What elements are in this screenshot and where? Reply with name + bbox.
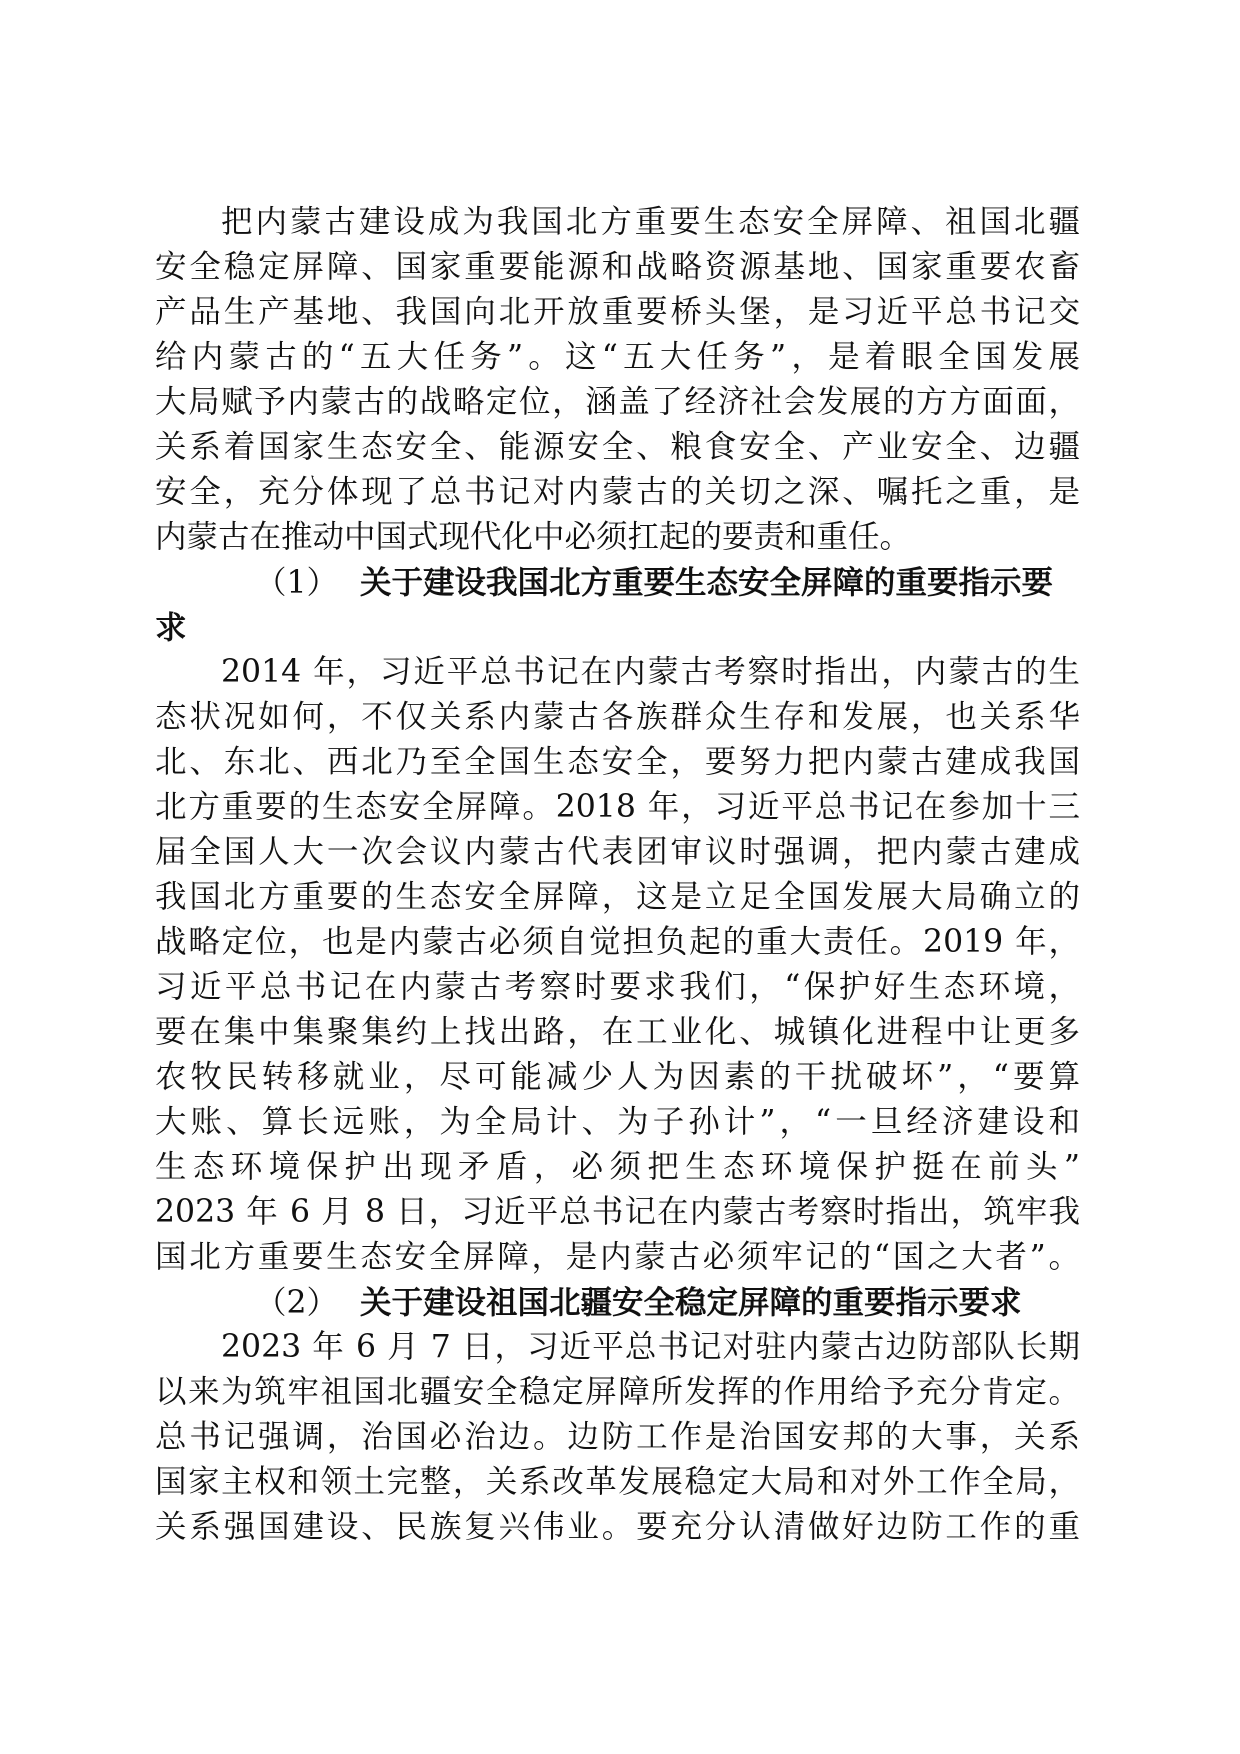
text-line: 生态环境保护出现矛盾，必须把生态环境保护挺在前头” bbox=[155, 1149, 1080, 1185]
heading-line: 求 bbox=[155, 609, 187, 646]
text-line: 届全国人大一次会议内蒙古代表团审议时强调，把内蒙古建成 bbox=[155, 834, 1080, 870]
heading-line bbox=[155, 560, 1080, 605]
text-line: 态状况如何，不仅关系内蒙古各族群众生存和发展，也关系华 bbox=[155, 699, 1080, 735]
text-line: 内蒙古在推动中国式现代化中必须扛起的要责和重任。 bbox=[155, 519, 912, 555]
heading-title: 关于建设祖国北疆安全稳定屏障的重要指示要求 bbox=[360, 1284, 1022, 1321]
heading-number: （2） bbox=[255, 1285, 339, 1321]
heading-line bbox=[155, 1280, 1080, 1325]
text-line: 总书记强调，治国必治边。边防工作是治国安邦的大事，关系 bbox=[155, 1419, 1080, 1455]
section-heading-1 bbox=[155, 560, 1080, 650]
intro-paragraph bbox=[155, 200, 1080, 560]
text-line: 2014 年，习近平总书记在内蒙古考察时指出，内蒙古的生 bbox=[221, 654, 1080, 690]
text-line: 大局赋予内蒙古的战略定位，涵盖了经济社会发展的方方面面， bbox=[155, 384, 1080, 420]
text-line: 产品生产基地、我国向北开放重要桥头堡，是习近平总书记交 bbox=[155, 294, 1080, 330]
heading-number: （1） bbox=[255, 565, 339, 601]
text-line: 把内蒙古建设成为我国北方重要生态安全屏障、祖国北疆 bbox=[221, 204, 1080, 240]
text-line: 北、东北、西北乃至全国生态安全，要努力把内蒙古建成我国 bbox=[155, 744, 1080, 780]
text-line: 大账、算长远账，为全局计、为子孙计”，“一旦经济建设和 bbox=[155, 1104, 1080, 1140]
section-2-paragraph bbox=[155, 1325, 1080, 1550]
section-1-paragraph bbox=[155, 650, 1080, 1280]
text-line: 国北方重要生态安全屏障，是内蒙古必须牢记的“国之大者”。 bbox=[155, 1239, 1080, 1275]
text-line: 2023 年 6 月 7 日，习近平总书记对驻内蒙古边防部队长期 bbox=[221, 1329, 1080, 1365]
text-line: 以来为筑牢祖国北疆安全稳定屏障所发挥的作用给予充分肯定。 bbox=[155, 1374, 1080, 1410]
text-line: 2023 年 6 月 8 日，习近平总书记在内蒙古考察时指出，筑牢我 bbox=[155, 1194, 1080, 1230]
text-line: 要在集中集聚集约上找出路，在工业化、城镇化进程中让更多 bbox=[155, 1014, 1080, 1050]
heading-title: 关于建设我国北方重要生态安全屏障的重要指示要 bbox=[360, 564, 1054, 601]
text-line: 关系强国建设、民族复兴伟业。要充分认清做好边防工作的重 bbox=[155, 1509, 1080, 1545]
text-line: 国家主权和领土完整，关系改革发展稳定大局和对外工作全局， bbox=[155, 1464, 1080, 1500]
text-line: 安全稳定屏障、国家重要能源和战略资源基地、国家重要农畜 bbox=[155, 249, 1080, 285]
text-line: 给内蒙古的“五大任务”。这“五大任务”，是着眼全国发展 bbox=[155, 339, 1080, 375]
section-heading-2 bbox=[155, 1280, 1080, 1325]
text-line: 安全，充分体现了总书记对内蒙古的关切之深、嘱托之重，是 bbox=[155, 474, 1080, 510]
text-line: 北方重要的生态安全屏障。2018 年，习近平总书记在参加十三 bbox=[155, 789, 1080, 825]
text-line: 关系着国家生态安全、能源安全、粮食安全、产业安全、边疆 bbox=[155, 429, 1080, 465]
text-line: 农牧民转移就业，尽可能减少人为因素的干扰破坏”，“要算 bbox=[155, 1059, 1080, 1095]
text-line: 战略定位，也是内蒙古必须自觉担负起的重大责任。2019 年， bbox=[155, 924, 1080, 960]
text-line: 习近平总书记在内蒙古考察时要求我们，“保护好生态环境， bbox=[155, 969, 1080, 1005]
text-line: 我国北方重要的生态安全屏障，这是立足全国发展大局确立的 bbox=[155, 879, 1080, 915]
